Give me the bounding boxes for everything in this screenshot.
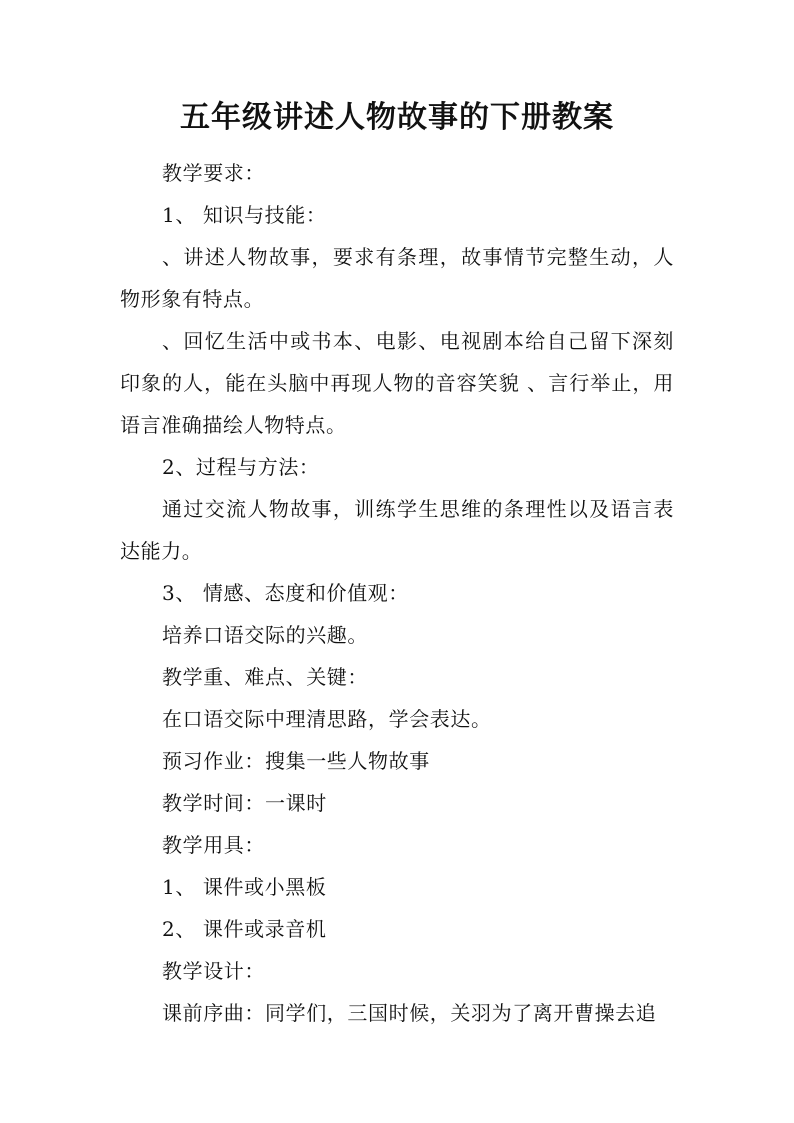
paragraph-clear-thinking: 在口语交际中理清思路，学会表达。 <box>162 707 492 731</box>
paragraph-tool-blackboard: 1、 课件或小黑板 <box>162 875 327 899</box>
paragraph-recall-people: 、回忆生活中或书本、电影、电视剧本给自己留下深刻印象的人，能在头脑中再现人物的音容笑貌 、言行举止，用语言准确描绘人物特点。 <box>120 329 674 437</box>
paragraph-knowledge-skills: 1、 知识与技能： <box>162 203 327 227</box>
paragraph-tool-recorder: 2、 课件或录音机 <box>162 917 327 941</box>
document-title: 五年级讲述人物故事的下册教案 <box>180 100 614 135</box>
paragraph-prelude: 课前序曲：同学们，三国时候，关羽为了离开曹操去追 <box>162 1001 657 1025</box>
paragraph-emotion-values: 3、 情感、态度和价值观： <box>162 581 409 605</box>
paragraph-teaching-design: 教学设计： <box>162 959 265 983</box>
paragraph-teaching-tools: 教学用具： <box>162 833 265 857</box>
paragraph-cultivate-interest: 培养口语交际的兴趣。 <box>162 623 368 647</box>
paragraph-process-methods: 2、过程与方法： <box>162 455 320 479</box>
paragraph-exchange-stories: 通过交流人物故事，训练学生思维的条理性以及语言表达能力。 <box>120 497 674 563</box>
paragraph-preview-homework: 预习作业：搜集一些人物故事 <box>162 749 430 773</box>
paragraph-teaching-time: 教学时间：一课时 <box>162 791 327 815</box>
paragraph-teaching-requirements: 教学要求： <box>162 161 265 185</box>
paragraph-key-difficulties: 教学重、难点、关键： <box>162 665 368 689</box>
paragraph-story-requirements: 、讲述人物故事，要求有条理，故事情节完整生动，人物形象有特点。 <box>120 245 674 311</box>
document-body <box>120 152 674 1034</box>
